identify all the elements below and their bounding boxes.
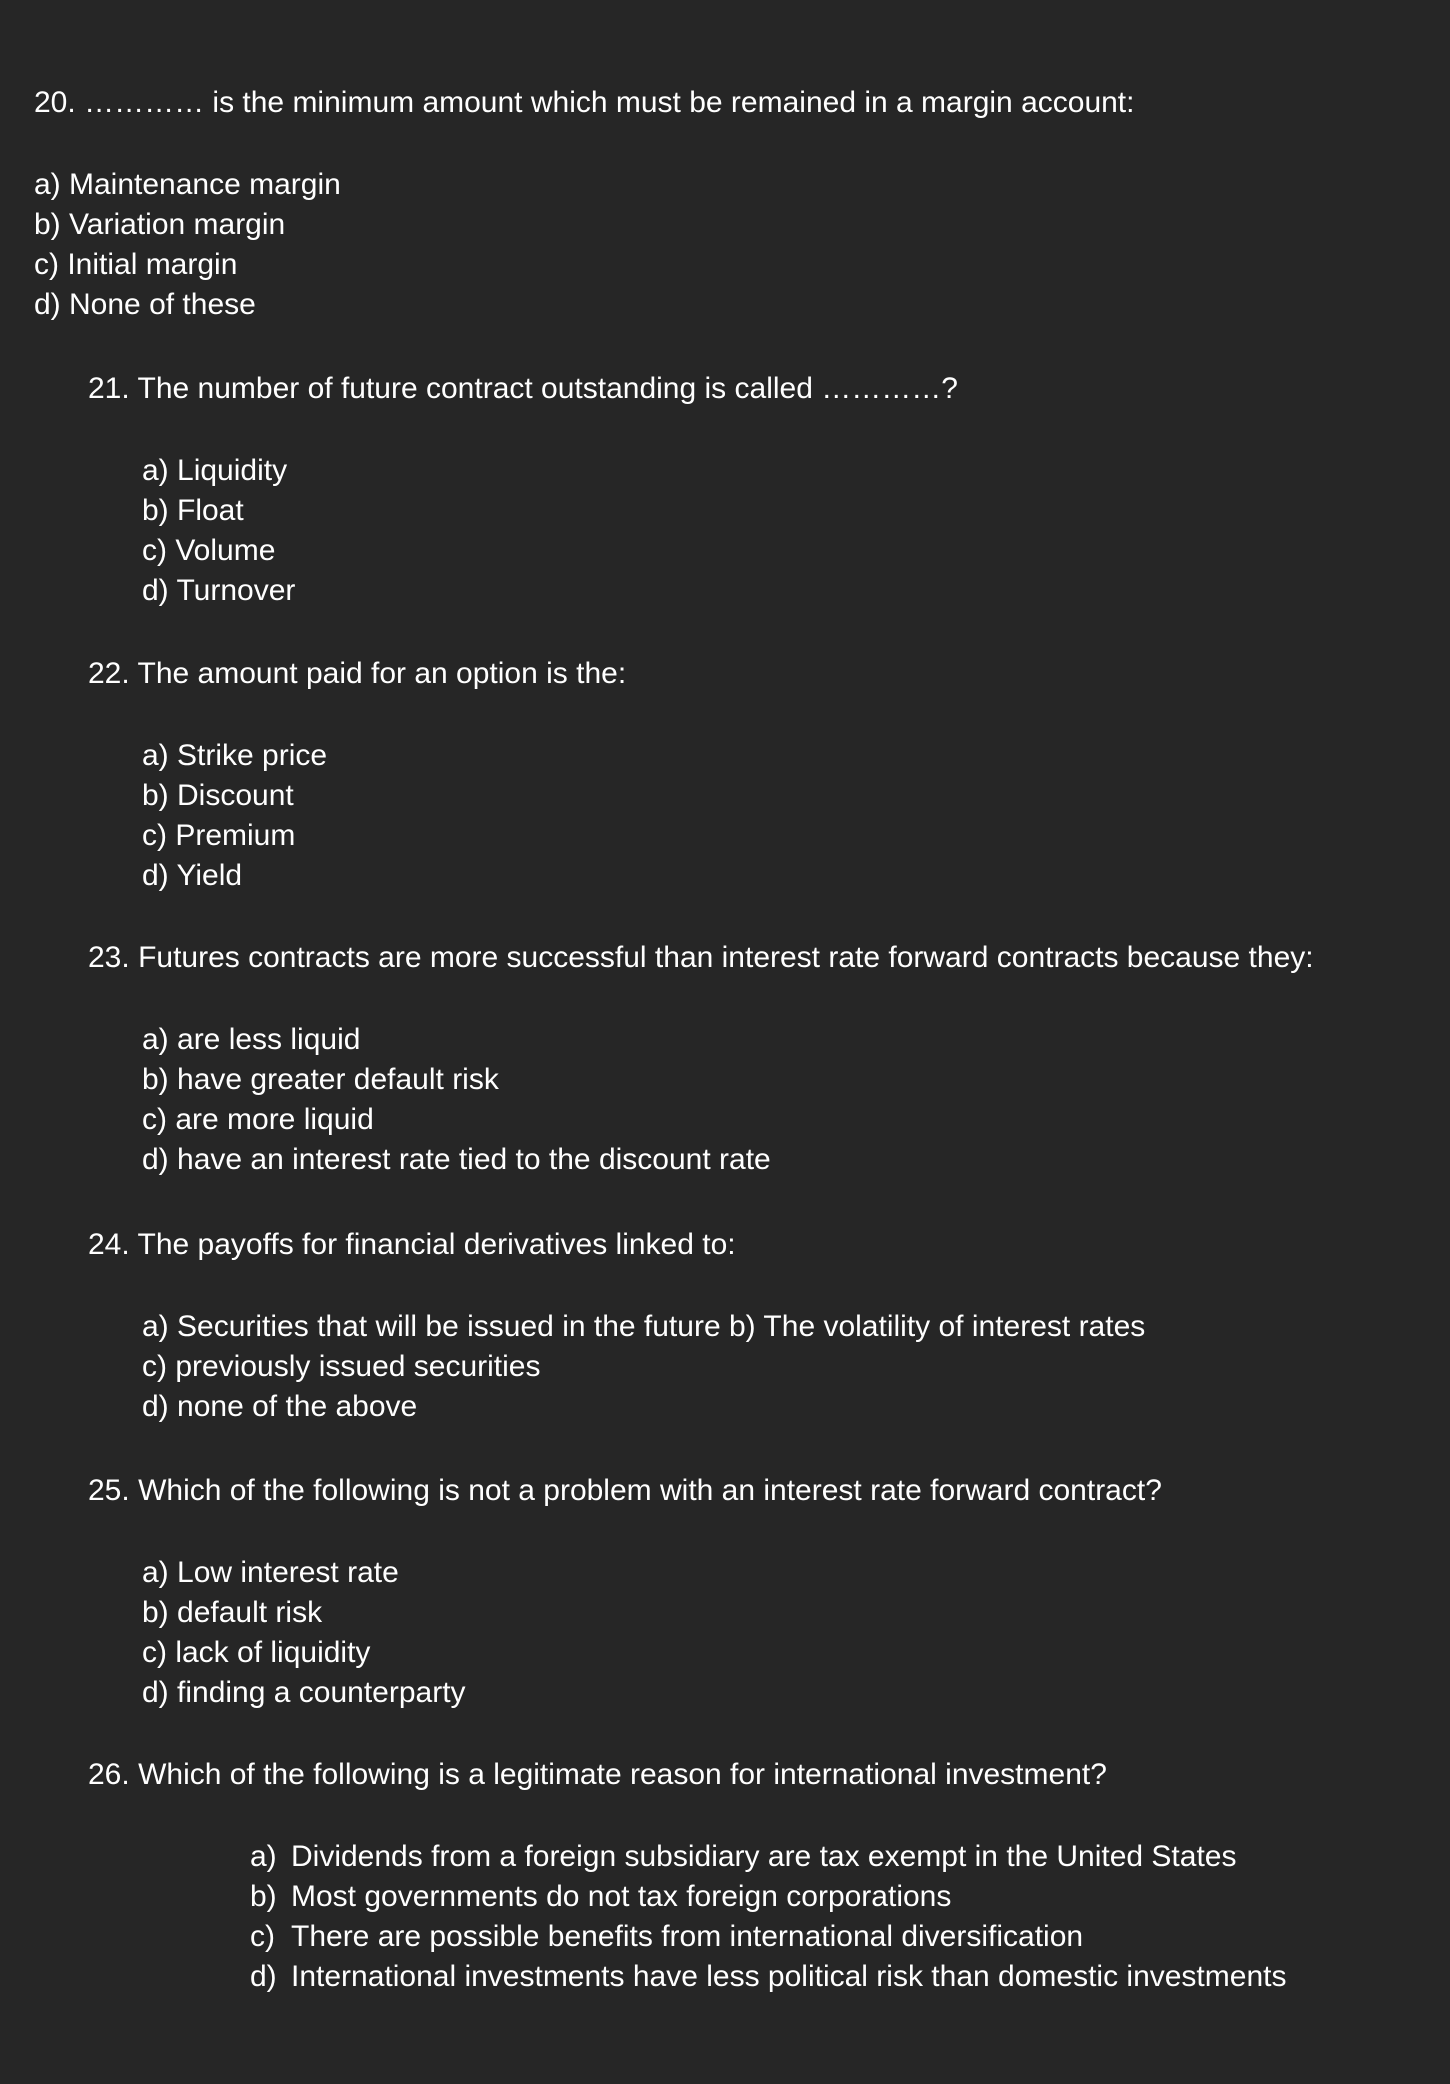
option-c[interactable]: c) are more liquid bbox=[142, 1103, 374, 1136]
option-d[interactable]: d) Turnover bbox=[142, 574, 296, 607]
question-number: 23. bbox=[88, 941, 130, 974]
question-number: 24. bbox=[88, 1228, 130, 1261]
question-24 bbox=[0, 1225, 1450, 1427]
option-c[interactable]: c) previously issued securities bbox=[142, 1350, 541, 1383]
question-number: 25. bbox=[88, 1474, 130, 1507]
question-21 bbox=[0, 369, 1450, 611]
option-d[interactable]: d) Yield bbox=[142, 859, 243, 892]
option-letter: a) bbox=[250, 1840, 277, 1873]
options-list bbox=[88, 736, 1450, 896]
option-a-b[interactable]: a) Securities that will be issued in the future b) The volatility of interest rates bbox=[142, 1310, 1146, 1343]
question-stem bbox=[88, 369, 1450, 409]
option-b[interactable] bbox=[250, 1877, 1450, 1917]
question-stem bbox=[88, 1471, 1450, 1511]
option-a[interactable]: a) Low interest rate bbox=[142, 1556, 399, 1589]
option-text: There are possible benefits from international diversification bbox=[291, 1920, 1084, 1953]
question-text: Which of the following is not a problem with an interest rate forward contract? bbox=[138, 1474, 1162, 1507]
option-a[interactable]: a) Strike price bbox=[142, 739, 328, 772]
question-text: is the minimum amount which must be remained in a margin account: bbox=[212, 86, 1135, 119]
question-25 bbox=[0, 1471, 1450, 1713]
question-stem bbox=[88, 938, 1450, 978]
option-c[interactable]: c) Volume bbox=[142, 534, 276, 567]
options-list bbox=[88, 451, 1450, 611]
option-a[interactable]: a) Liquidity bbox=[142, 454, 288, 487]
option-d[interactable]: d) none of the above bbox=[142, 1390, 418, 1423]
question-stem bbox=[34, 83, 1450, 123]
question-stem bbox=[88, 1755, 1450, 1795]
option-b[interactable]: b) Float bbox=[142, 494, 244, 527]
option-b[interactable]: b) Discount bbox=[142, 779, 294, 812]
question-text: Which of the following is a legitimate reason for international investment? bbox=[138, 1758, 1107, 1791]
options-list bbox=[34, 165, 1450, 325]
question-20 bbox=[0, 83, 1450, 325]
question-number: 26. bbox=[88, 1758, 130, 1791]
option-b[interactable]: b) have greater default risk bbox=[142, 1063, 499, 1096]
option-d[interactable]: d) None of these bbox=[34, 288, 256, 321]
question-number: 20. bbox=[34, 86, 76, 119]
question-text: The payoffs for financial derivatives linked to: bbox=[137, 1228, 736, 1261]
option-b[interactable]: b) default risk bbox=[142, 1596, 323, 1629]
question-text: Futures contracts are more successful than interest rate forward contracts because they: bbox=[138, 941, 1314, 974]
question-text: The number of future contract outstanding is called …………? bbox=[137, 372, 958, 405]
question-number: 21. bbox=[88, 372, 130, 405]
option-d[interactable]: d) finding a counterparty bbox=[142, 1676, 466, 1709]
blank-dots: ………… bbox=[84, 86, 205, 119]
question-text: The amount paid for an option is the: bbox=[137, 657, 627, 690]
option-d[interactable] bbox=[250, 1957, 1450, 1997]
question-stem bbox=[88, 1225, 1450, 1265]
options-list bbox=[88, 1307, 1450, 1427]
question-26 bbox=[0, 1755, 1450, 1997]
option-text: International investments have less political risk than domestic investments bbox=[291, 1960, 1287, 1993]
option-text: Most governments do not tax foreign corporations bbox=[291, 1880, 952, 1913]
option-text: Dividends from a foreign subsidiary are tax exempt in the United States bbox=[291, 1840, 1237, 1873]
options-list bbox=[88, 1837, 1450, 1997]
question-number: 22. bbox=[88, 657, 130, 690]
options-list bbox=[88, 1553, 1450, 1713]
question-22 bbox=[0, 654, 1450, 896]
option-a[interactable]: a) are less liquid bbox=[142, 1023, 361, 1056]
option-letter: d) bbox=[250, 1960, 277, 1993]
option-letter: b) bbox=[250, 1880, 277, 1913]
option-d[interactable]: d) have an interest rate tied to the discount rate bbox=[142, 1143, 771, 1176]
question-23 bbox=[0, 938, 1450, 1180]
option-c[interactable] bbox=[250, 1917, 1450, 1957]
options-list bbox=[88, 1020, 1450, 1180]
option-a[interactable] bbox=[250, 1837, 1450, 1877]
option-c[interactable]: c) Initial margin bbox=[34, 248, 238, 281]
option-c[interactable]: c) Premium bbox=[142, 819, 296, 852]
question-stem bbox=[88, 654, 1450, 694]
option-b[interactable]: b) Variation margin bbox=[34, 208, 286, 241]
option-a[interactable]: a) Maintenance margin bbox=[34, 168, 341, 201]
option-letter: c) bbox=[250, 1920, 275, 1953]
option-c[interactable]: c) lack of liquidity bbox=[142, 1636, 371, 1669]
